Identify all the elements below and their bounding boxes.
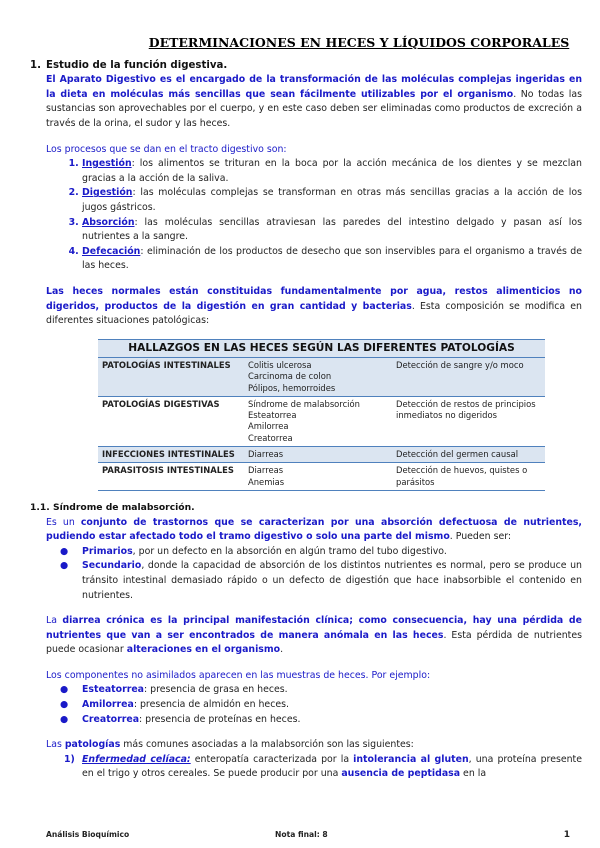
heces-rest: . Esta composición se modifica en diferentes situaciones patológicas: (46, 300, 582, 327)
section-title: Estudio de la función digestiva. (46, 59, 228, 71)
process-item (82, 157, 582, 186)
processes-list (46, 157, 582, 274)
process-item (82, 216, 582, 245)
diarrea-bold: diarrea crónica es la principal manifestación clínica; como consecuencia, hay una pérdida de nutrientes que van a ser encontrados de manera anómala en las heces (46, 615, 583, 641)
bullet-icon: ● (60, 713, 69, 725)
table-row (98, 463, 545, 491)
condition-item: Diarreas (248, 449, 284, 460)
process-text: : las moléculas complejas se transforman en otras más sencillas gracias a la acción de los jugos gástricos. (82, 187, 582, 213)
patologias-lead: Las (46, 739, 65, 751)
def-bold: conjunto de trastornos que se caracterizan por una absorción defectuosa de nutrientes, pudiendo estar afectado todo el tramo digestivo o solo una parte del mismo (46, 516, 582, 543)
celiac-text1: enteropatía caracterizada por la (190, 753, 354, 765)
component-item (60, 698, 582, 713)
celiac-item (46, 753, 582, 782)
type-text: , donde la capacidad de absorción de los distintos nutrientes es normal, pero se produce un tránsito intestinal demasiado rápido o un defecto de digestión que hace inabsorbible el contenido en nutrientes. (82, 560, 582, 601)
intro-rest: . No todas las sustancias son aprovechables por el cuerpo, y en este caso deben ser eliminadas como productos de excreción a través de la orina, el sudor y las heces. (46, 88, 582, 129)
component-term: Creatorrea (82, 713, 140, 725)
table-cell-pathology: PATOLOGÍAS INTESTINALES (98, 357, 244, 396)
process-text: : los alimentos se trituran en la boca por la acción mecánica de los dientes y se mezclan gracias a la acción de la saliva. (82, 158, 582, 184)
condition-item: Diarreas (248, 465, 284, 476)
condition-item: Carcinoma de colon (248, 371, 332, 382)
component-text: : presencia de proteínas en heces. (139, 713, 301, 725)
findings-table (98, 339, 545, 491)
condition-item: Anemias (248, 476, 285, 487)
diarrea-lead: La (46, 615, 63, 627)
component-term: Amilorrea (82, 699, 134, 711)
heces-bold: Las heces normales están constituidas fundamentalmente por agua, restos alimenticios no digeridos, productos de la digestión en gran cantidad y bacterias (46, 285, 582, 312)
table-cell-finding: Detección de restos de principios inmediatos no digeridos (392, 396, 545, 446)
patologias-rest: más comunes asociadas a la malabsorción son las siguientes: (120, 739, 414, 751)
component-text: : presencia de grasa en heces. (144, 684, 288, 696)
process-text: : eliminación de los productos de desecho que son inservibles para el organismo a través de las heces. (82, 245, 582, 272)
process-text: : las moléculas sencillas atraviesan las paredes del intestino delgado y pasan así los nutrientes a la sangre. (82, 216, 582, 243)
type-item (60, 545, 582, 560)
component-term: Esteatorrea (82, 684, 145, 696)
bullet-icon: ● (60, 684, 69, 696)
condition-item: Amilorrea (248, 421, 289, 432)
footer-grade: Nota final: 8 (275, 830, 328, 839)
diarrea-end: . (280, 644, 284, 656)
table-cell-conditions (244, 396, 392, 446)
condition-item: Pólipos, hemorroides (248, 382, 336, 393)
diarrea-bold2: alteraciones en el organismo (126, 644, 281, 656)
diarrea-paragraph (46, 614, 582, 658)
heces-paragraph (46, 285, 582, 329)
table-row (98, 396, 545, 446)
celiac-bold2: ausencia de peptidasa (341, 768, 461, 780)
malabsorption-definition (46, 516, 582, 545)
type-text: , por un defecto en la absorción en algún tramo del tubo digestivo. (132, 545, 447, 557)
table-cell-conditions (244, 463, 392, 491)
table-cell-finding: Detección de sangre y/o moco (392, 357, 545, 396)
def-rest: . Pueden ser: (449, 531, 512, 543)
condition-item: Síndrome de malabsorción (248, 398, 360, 409)
diarrea-mid: . Esta pérdida de nutrientes puede ocasionar (46, 629, 582, 656)
table-cell-finding: Detección de huevos, quistes o parásitos (392, 463, 545, 491)
table-title: HALLAZGOS EN LAS HECES SEGÚN LAS DIFERENTES PATOLOGÍAS (98, 339, 545, 357)
celiac-text (82, 753, 582, 782)
footer-subject: Análisis Bioquímico (46, 830, 130, 839)
process-term: Defecación (82, 245, 141, 257)
table-cell-finding: Detección del germen causal (392, 447, 545, 463)
intro-paragraph (46, 73, 582, 131)
table-row (98, 357, 545, 396)
components-intro: Los componentes no asimilados aparecen en las muestras de heces. Por ejemplo: (46, 669, 431, 681)
type-term: Primarios (82, 545, 133, 557)
subsection-heading: 1.1. Síndrome de malabsorción. (30, 501, 195, 513)
components-list (46, 683, 582, 727)
condition-item: Creatorrea (248, 432, 293, 443)
process-item (82, 245, 582, 274)
type-term: Secundario (82, 560, 142, 572)
component-text: : presencia de almidón en heces. (133, 699, 289, 711)
table-cell-pathology: INFECCIONES INTESTINALES (98, 447, 244, 463)
section-number: 1. (30, 59, 41, 71)
page-title: DETERMINACIONES EN HECES Y LÍQUIDOS CORPORALES (148, 35, 570, 50)
process-item (82, 186, 582, 215)
condition-item: Esteatorrea (248, 410, 297, 421)
table-cell-conditions (244, 357, 392, 396)
process-term: Digestión (82, 187, 133, 199)
patologias-intro (46, 738, 582, 753)
type-item (60, 559, 582, 603)
patologias-bold: patologías (64, 739, 121, 751)
celiac-term: Enfermedad celíaca: (82, 753, 191, 765)
component-item (60, 713, 582, 728)
page-number: 1 (563, 830, 570, 840)
process-term: Ingestión (82, 158, 132, 170)
table-cell-conditions (244, 447, 392, 463)
bullet-icon: ● (60, 560, 69, 572)
intro-bold: El Aparato Digestivo es el encargado de la transformación de las moléculas complejas ingeridas en la dieta en moléculas más sencillas que sean fácilmente utilizables por el organismo (46, 74, 582, 100)
bullet-icon: ● (60, 545, 69, 557)
def-lead: Es un (46, 516, 81, 528)
table-cell-pathology: PARASITOSIS INTESTINALES (98, 463, 244, 491)
component-item (60, 683, 582, 698)
celiac-number: 1) (64, 753, 75, 765)
condition-item: Colitis ulcerosa (248, 359, 312, 370)
table-row (98, 447, 545, 463)
findings-table-wrapper (98, 339, 545, 491)
celiac-text3: en la (460, 768, 487, 780)
malabsorption-types-list (46, 545, 582, 603)
table-cell-pathology: PATOLOGÍAS DIGESTIVAS (98, 396, 244, 446)
processes-intro: Los procesos que se dan en el tracto digestivo son: (46, 143, 287, 155)
process-term: Absorción (82, 216, 135, 228)
celiac-bold1: intolerancia al gluten (353, 753, 469, 765)
celiac-text2: , una proteína presente en el trigo y otros cereales. Se puede producir por una (82, 753, 582, 780)
section-heading (30, 59, 582, 74)
bullet-icon: ● (60, 699, 69, 711)
